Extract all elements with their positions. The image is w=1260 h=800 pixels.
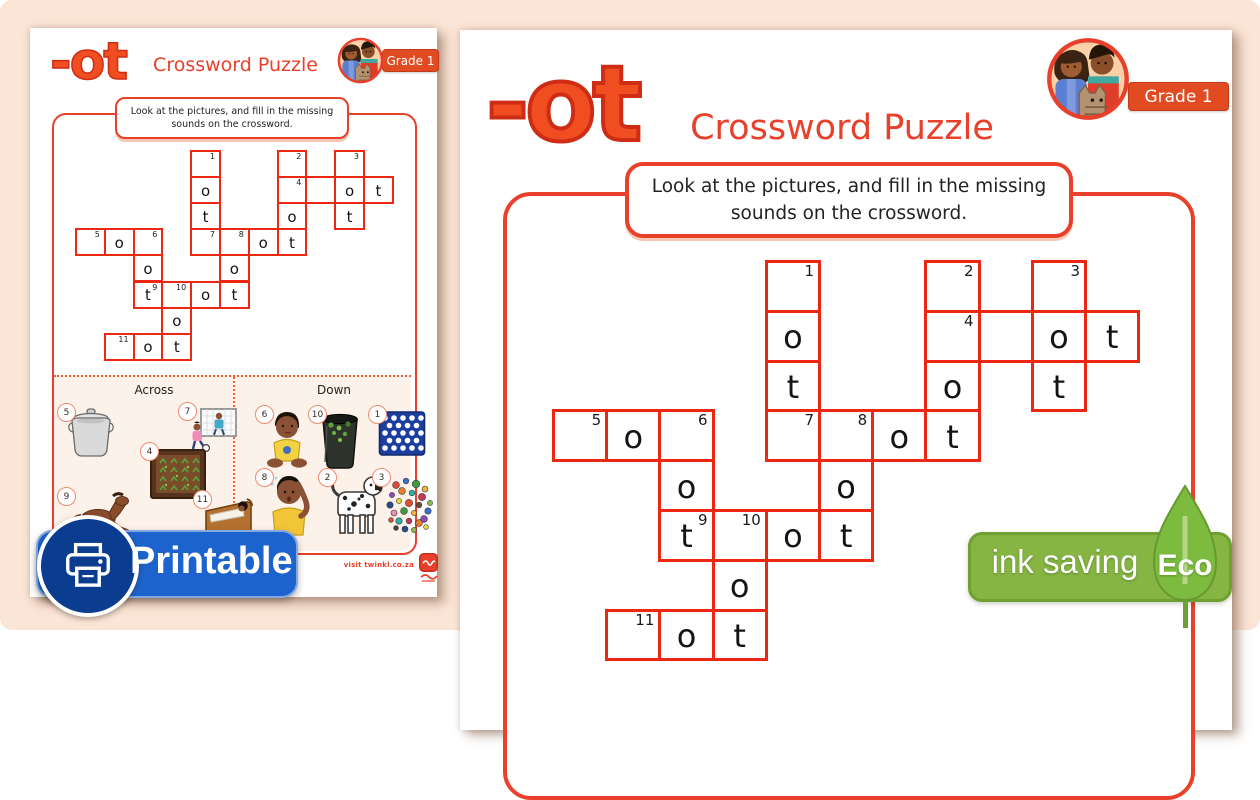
crossword-cell-r3c5 (219, 228, 250, 256)
worksheet-title: Crossword Puzzle (153, 54, 318, 76)
given-letter: t (202, 207, 209, 226)
crossword-cell-r0c9 (334, 150, 365, 178)
clue-number: 2 (964, 262, 974, 280)
crossword-cell-r3c1 (104, 228, 135, 256)
eco-label: Eco (1157, 549, 1213, 582)
crossword-cell-r3c6 (248, 228, 279, 256)
given-letter: o (200, 286, 211, 305)
given-letter: t (839, 517, 853, 556)
crossword-cell-r1c9 (1031, 310, 1087, 363)
clue-number-circle: 9 (57, 487, 76, 506)
given-letter: o (783, 318, 803, 357)
given-letter: o (172, 312, 182, 331)
crossword-cell-r4c2 (133, 254, 164, 282)
worksheet-page-thumbnail (30, 28, 437, 597)
crossword-cell-r5c4 (765, 509, 821, 562)
given-letter: o (287, 207, 297, 226)
clue-number-circle: 11 (193, 490, 212, 509)
clue-number: 10 (176, 282, 187, 292)
crossword-cell-r6c3 (161, 307, 192, 335)
crossword-cell-r1c8 (978, 310, 1034, 363)
clue-number: 3 (1070, 262, 1080, 280)
given-letter: t (1105, 318, 1119, 357)
instruction-line-1: Look at the pictures, and fill in the missing (130, 106, 334, 117)
crossword-cell-r2c4 (765, 360, 821, 413)
given-letter: o (676, 616, 697, 655)
crossword-cell-r4c5 (219, 254, 250, 282)
clue-number: 2 (296, 152, 302, 161)
instruction-line-2: sounds on the crossword. (730, 203, 968, 224)
clue-number: 6 (698, 411, 708, 430)
clue-number-circle: 8 (255, 468, 274, 487)
given-letter: t (375, 181, 382, 200)
given-letter: o (623, 417, 644, 456)
crossword-cell-r4c2 (658, 459, 714, 512)
clue-number: 9 (152, 282, 158, 292)
given-letter: t (231, 286, 238, 305)
given-letter: t (946, 417, 959, 456)
clue-number: 3 (353, 152, 359, 161)
clue-number: 5 (94, 230, 100, 240)
down-label: Down (316, 383, 351, 397)
clue-number: 9 (698, 511, 708, 529)
crossword-cell-r3c2 (133, 228, 164, 256)
printable-label: Printable (130, 540, 293, 582)
crossword-cell-r5c3 (161, 281, 192, 309)
word-family-title: -ot (50, 32, 127, 92)
crossword-cell-r5c2 (658, 509, 714, 562)
crossword-cell-r2c7 (277, 202, 308, 230)
crossword-cell-r7c3 (712, 609, 768, 662)
crossword-cell-r3c1 (605, 409, 661, 462)
crossword-cell-r6c3 (712, 559, 768, 612)
given-letter: o (836, 467, 856, 506)
clue-number: 7 (804, 411, 814, 430)
given-letter: t (145, 286, 151, 305)
crossword-cell-r3c2 (658, 409, 714, 462)
clue-number: 4 (296, 178, 302, 188)
eco-leaf-icon (1150, 484, 1220, 604)
clue-number-circle: 2 (318, 468, 337, 487)
clue-number-circle: 10 (308, 405, 327, 424)
given-letter: o (114, 233, 124, 252)
instruction-line-2: sounds on the crossword. (171, 119, 293, 130)
clue-number-circle: 6 (255, 405, 274, 424)
crossword-cell-r2c9 (334, 202, 365, 230)
given-letter: t (346, 207, 353, 226)
crossword-cell-r3c4 (190, 228, 221, 256)
clue-number-circle: 7 (178, 402, 197, 421)
crossword-cell-r0c4 (190, 150, 221, 178)
given-letter: o (143, 259, 153, 278)
given-letter: o (1049, 318, 1069, 357)
ink-saving-label: ink saving (991, 543, 1139, 580)
crossword-cell-r3c7 (277, 228, 308, 256)
given-letter: o (258, 233, 268, 252)
clue-number-circle: 3 (372, 468, 391, 487)
lot-of-items-icon (382, 473, 438, 539)
crossword-cell-r1c7 (924, 310, 980, 363)
crossword-cell-r0c4 (765, 260, 821, 313)
children-illustration (336, 36, 385, 85)
clue-number: 1 (209, 152, 215, 161)
given-letter: o (729, 567, 750, 606)
clue-number: 7 (209, 230, 215, 240)
clue-number: 5 (591, 411, 602, 430)
footer-website: visit twinkl.co.za (343, 561, 414, 569)
clue-number: 4 (964, 311, 974, 330)
given-letter: o (942, 367, 963, 406)
clue-number-circle: 5 (57, 403, 76, 422)
printer-icon (37, 515, 139, 617)
given-letter: o (229, 259, 239, 278)
instruction-line-1: Look at the pictures, and fill in the missing (651, 176, 1047, 197)
instruction-box (115, 97, 349, 139)
crossword-cell-r3c5 (818, 409, 874, 462)
clue-number: 1 (804, 262, 814, 280)
given-letter: t (289, 233, 295, 252)
given-letter: o (676, 467, 697, 506)
crossword-cell-r5c2 (133, 281, 164, 309)
crossword-cell-r1c8 (305, 176, 336, 204)
worksheet-page-zoomed (460, 30, 1232, 730)
crossword-cell-r3c6 (871, 409, 927, 462)
children-illustration (1044, 35, 1132, 123)
clue-number: 6 (152, 230, 158, 240)
crossword-cell-r5c3 (712, 509, 768, 562)
crossword-cell-r0c9 (1031, 260, 1087, 313)
clue-number-circle: 4 (140, 442, 159, 461)
crossword-cell-r1c4 (765, 310, 821, 363)
crossword-cell-r2c4 (190, 202, 221, 230)
given-letter: o (143, 338, 153, 357)
crossword-cell-r5c5 (818, 509, 874, 562)
given-letter: o (200, 181, 211, 200)
given-letter: t (680, 517, 693, 556)
crossword-cell-r1c4 (190, 176, 221, 204)
given-letter: o (889, 417, 910, 456)
twinkl-logo (419, 553, 438, 583)
crossword-cell-r3c4 (765, 409, 821, 462)
clue-number: 11 (635, 610, 655, 629)
given-letter: o (344, 181, 355, 200)
grade-badge: Grade 1 (1128, 82, 1229, 111)
crossword-cell-r7c2 (658, 609, 714, 662)
crossword-cell-r3c7 (924, 409, 980, 462)
clue-number: 8 (857, 411, 868, 430)
given-letter: o (783, 517, 803, 556)
crossword-cell-r5c5 (219, 281, 250, 309)
crossword-cell-r1c10 (363, 176, 394, 204)
leaf-stem (1183, 600, 1188, 628)
crossword-cell-r7c3 (161, 333, 192, 361)
instruction-box (625, 162, 1073, 238)
crossword-cell-r7c1 (605, 609, 661, 662)
crossword-cell-r7c1 (104, 333, 135, 361)
word-family-title: -ot (486, 43, 639, 165)
crossword-cell-r3c0 (75, 228, 106, 256)
given-letter: t (173, 338, 180, 357)
given-letter: t (1052, 367, 1066, 406)
clue-number: 11 (118, 334, 129, 344)
clue-number: 10 (741, 511, 761, 529)
given-letter: t (786, 367, 800, 406)
worksheet-title: Crossword Puzzle (690, 108, 994, 148)
crossword-cell-r0c7 (277, 150, 308, 178)
grade-badge: Grade 1 (382, 49, 439, 72)
clue-number: 8 (238, 230, 244, 240)
crossword-cell-r4c5 (818, 459, 874, 512)
crossword-cell-r2c7 (924, 360, 980, 413)
crossword-cell-r1c10 (1084, 310, 1140, 363)
crossword-cell-r1c9 (334, 176, 365, 204)
crossword-cell-r3c0 (552, 409, 608, 462)
crossword-cell-r5c4 (190, 281, 221, 309)
across-label: Across (134, 383, 174, 397)
crossword-cell-r1c7 (277, 176, 308, 204)
given-letter: t (733, 616, 746, 655)
crossword-cell-r0c7 (924, 260, 980, 313)
crossword-cell-r7c2 (133, 333, 164, 361)
clue-number-circle: 1 (368, 405, 387, 424)
crossword-cell-r2c9 (1031, 360, 1087, 413)
